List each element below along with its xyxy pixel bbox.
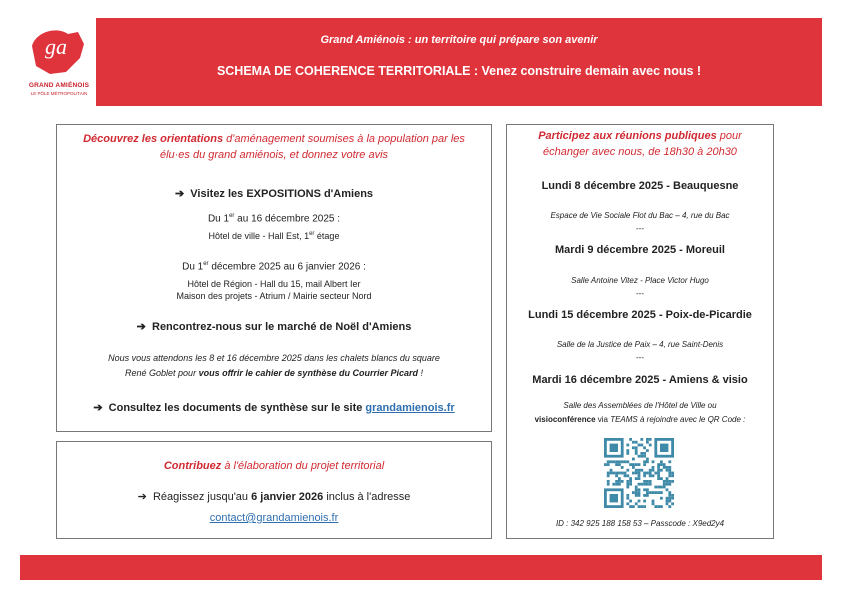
banner-tagline: Grand Amiénois : un territoire qui prépare son avenir	[320, 34, 598, 46]
meetings-intro-line2: échanger avec nous, de 18h30 à 20h30	[543, 146, 737, 158]
expo2-place2: Maison des projets - Atrium / Mairie secteur Nord	[176, 291, 372, 301]
market-heading: ➔ Rencontrez-nous sur le marché de Noël d'Amiens	[136, 321, 412, 333]
meeting-4-place: Salle des Assemblées de l'Hôtel de Ville ou	[563, 401, 717, 410]
arrow-right-icon: ➔	[93, 402, 103, 414]
teams-credentials: ID : 342 925 188 158 53 – Passcode : X9ed2y4	[555, 519, 725, 528]
meetings-box	[506, 124, 774, 539]
separator: ---	[636, 353, 644, 362]
expo2-date: Du 1er décembre 2025 au 6 janvier 2026 :	[182, 261, 366, 273]
expo1-date: Du 1er au 16 décembre 2025 :	[207, 213, 341, 225]
meeting-1-place: Espace de Vie Sociale Flot du Bac – 4, rue du Bac	[550, 211, 730, 220]
react-line: ➔ Réagissez jusqu'au 6 janvier 2026 inclus à l'adresse	[137, 491, 411, 503]
arrow-right-icon: ➔	[174, 188, 185, 200]
expositions-heading: ➔ Visitez les EXPOSITIONS d'Amiens	[174, 188, 374, 200]
arrow-right-icon: ➔	[137, 491, 147, 503]
site-link[interactable]: grandamienois.fr	[365, 402, 455, 414]
banner-title: SCHEMA DE COHERENCE TERRITORIALE : Venez construire demain avec nous !	[216, 64, 702, 78]
arrow-right-icon: ➔	[136, 321, 146, 333]
logo-emblem-icon	[26, 24, 90, 80]
logo-subtitle: LE PÔLE MÉTROPOLITAIN	[30, 91, 88, 96]
meetings-intro-line1: Participez aux réunions publiques pour	[538, 130, 742, 142]
email-link[interactable]: contact@grandamienois.fr	[209, 512, 339, 524]
meeting-3-title: Lundi 15 décembre 2025 - Poix-de-Picardie	[528, 309, 752, 321]
left-intro-line1: Découvrez les orientations d'aménagement soumises à la population par les	[83, 133, 465, 145]
visio-line: visioconférence via TEAMS à rejoindre avec le QR Code :	[534, 415, 746, 424]
expo1-place: Hôtel de ville - Hall Est, 1er étage	[208, 231, 340, 241]
left-intro-line2: élu·es du grand amiénois, et donnez votre avis	[159, 149, 389, 161]
email-line	[57, 512, 491, 524]
header-banner	[20, 18, 822, 106]
meeting-2-place: Salle Antoine Vitez - Place Victor Hugo	[571, 276, 709, 285]
logo-name: GRAND AMIÉNOIS	[28, 82, 90, 89]
separator: ---	[636, 224, 644, 233]
docs-line: ➔ Consultez les documents de synthèse sur le site grandamienois.fr	[93, 402, 455, 414]
meeting-2-title: Mardi 9 décembre 2025 - Moreuil	[555, 244, 725, 256]
contrib-line: Contribuez à l'élaboration du projet territorial	[163, 460, 385, 472]
logo-letters: ga	[45, 34, 67, 59]
consultation-box	[56, 124, 492, 432]
contribution-box	[56, 441, 492, 539]
footer-banner	[20, 555, 822, 580]
separator: ---	[636, 289, 644, 298]
market-line1: Nous vous attendons les 8 et 16 décembre 2025 dans les chalets blancs du square	[108, 353, 440, 363]
market-line2: René Goblet pour vous offrir le cahier de synthèse du Courrier Picard !	[125, 368, 423, 378]
meeting-4-title: Mardi 16 décembre 2025 - Amiens & visio	[532, 374, 748, 386]
expo2-place1: Hôtel de Région - Hall du 15, mail Albert Ier	[187, 279, 361, 289]
meeting-1-title: Lundi 8 décembre 2025 - Beauquesne	[541, 180, 739, 192]
meeting-3-place: Salle de la Justice de Paix – 4, rue Saint-Denis	[556, 340, 724, 349]
qr-code-icon[interactable]	[604, 438, 674, 508]
logo	[20, 18, 96, 106]
